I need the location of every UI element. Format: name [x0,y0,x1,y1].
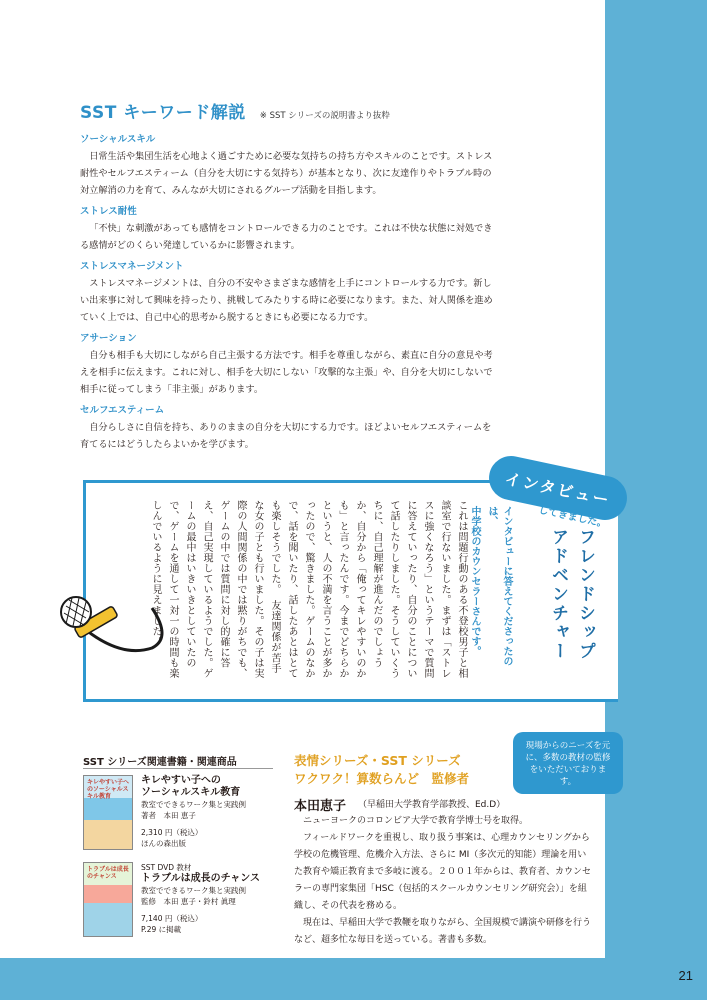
related-title: SST シリーズ関連書籍・関連商品 [83,757,237,768]
supervisor-series: 表情シリーズ・SST シリーズ [294,753,461,768]
book-subtitle: 教室でできるワーク集と実践例 [141,800,246,809]
interview-title-line2: アドベンチャー [548,528,568,661]
interview-badge-sub: してきました。 [537,504,608,531]
keyword-term: セルフエスティーム [80,405,165,416]
microphone-icon [52,588,172,658]
bio-paragraph: 現在は、早稲田大学で教鞭を取りながら、全国規模で講演や研修を行うなど、超多忙な毎日を送っている。著書も多数。 [294,918,592,945]
book-name-line2: ソーシャルスキル教育 [141,787,241,798]
keyword-term: ストレス耐性 [80,206,137,217]
book-item[interactable] [83,775,273,855]
keyword-term: アサーション [80,333,137,344]
keyword-note: ※ SST シリーズの説明書より抜粋 [259,111,390,121]
supervisor-affiliation: （早稲田大学教育学部教授、Ed.D） [358,800,506,810]
keyword-desc: 「不快」な刺激があっても感情をコントロールできる力のことです。これは不快な状態に対処できる感情がどのくらい発達しているかに影響されます。 [80,223,493,251]
book-cover-text: トラブルは成長のチャンス [87,866,129,880]
supervisor-bio [294,813,594,949]
book-publisher: P.29 に掲載 [141,925,182,934]
supervisor-heading [294,752,469,788]
book-name-line1: トラブルは成長のチャンス [141,873,260,884]
bottom-color-band [0,958,707,1000]
supervisor-role: ワクワク！算数らんど 監修者 [294,771,470,786]
keyword-list [80,132,500,458]
interview-intro-line2: 中学校のカウンセラーさんです。 [469,506,480,656]
keyword-desc: 自分らしさに自信を持ち、ありのままの自分を大切にする力です。ほどよいセルフエスティームを育てるにはどうしたらよいかを学びます。 [80,422,492,450]
supervisor-name: 本田恵子 [294,799,347,814]
book-subtitle: 教室でできるワーク集と実践例 [141,886,246,895]
interview-badge: インタビュー [485,452,631,524]
book-category: SST DVD 教材 [141,863,192,872]
keyword-desc: 日常生活や集団生活を心地よく過ごすために必要な気持ちの持ち方やスキルのことです。ストレス耐性やセルフエスティーム（自分を大切にする気持ち）が基本となり、次に友達作りやトラブル時の対立解消の力を育て、みんなが大切にされるグループ活動を目指します。 [80,151,493,196]
book-author: 著者 本田 恵子 [141,811,196,820]
book-cover [83,775,133,850]
book-meta [141,775,281,849]
keyword-desc: ストレスマネージメントは、自分の不安やさまざまな感情を上手にコントロールする力です。新しい出来事に対して興味を持ったり、挑戦してみたりする時に必要になります。また、対人関係を進めていく上では、自己中心的思考から脱するときにも必要になる力です。 [80,278,493,323]
book-publisher: ほんの森出版 [141,839,186,848]
book-item[interactable] [83,862,273,942]
keyword-header [80,98,390,123]
book-cover [83,862,133,937]
speech-bubble: 現場からのニーズを元に、多数の教材の監修をいただいております。 [513,732,623,794]
keyword-item [80,132,500,199]
keyword-item [80,259,500,326]
keyword-term: ソーシャルスキル [80,134,156,145]
bio-paragraph: ニューヨークのコロンビア大学で教育学博士号を取得。 [303,816,529,826]
keyword-item [80,204,500,254]
interview-body: これは問題行動のある不登校男子と相談室で行ないました。まずは「ストレスに強くなろう」というテーマで質問に答えていったり、自分のことについて話したりしました。そうしていくうちに、自己理解が進んだのでしょうか、自分から「俺ってキレやすいのかも」と言ったんです。今までどちらかというと、人の不満を言うことが多かったので、驚きました。ゲームのなかで、話を聞いたり、話したあとはとても楽しそうでした。 友達関係が苦手な女の子とも行いました。その子は実際の人間関係の中では黙りがちでも、ゲームの中では質問に対し的確に答え、自己実現しているようでした。ゲームの最中はいきいきとしていたので、ゲームを通して一対一の時間も楽しんでいるように見えました。 [150,500,467,679]
bio-paragraph: フィールドワークを重視し、取り扱う事案は、心理カウンセリングから学校の危機管理、危機介入方法、さらに MI（多次元的知能）理論を用いた教育や矯正教育まで多岐に渡る。２００１年からは、教育者、カウンセラーの専門家集団「HSC（包括的スクールカウンセリング研究会）」を組織し、その代表を務める。 [294,833,592,911]
book-name-line1: キレやすい子への [141,775,221,786]
keyword-term: ストレスマネージメント [80,261,184,272]
keyword-item [80,403,500,453]
page-number: 21 [678,968,693,983]
book-cover-text: キレやすい子へのソーシャルスキル教育 [87,779,129,800]
related-divider [83,768,273,769]
interview-title-line1: フレンドシップ [575,528,595,661]
keyword-desc: 自分も相手も大切にしながら自己主張する方法です。相手を尊重しながら、素直に自分の意見や考えを相手に伝えます。これに対し、相手を大切にしない「攻撃的な主張」や、自分を大切にしないで相手に従ってしまう「非主張」があります。 [80,350,493,395]
book-price: 7,140 円（税込） [141,914,203,923]
book-author: 監修 本田 恵子・鈴村 眞理 [141,897,236,906]
keyword-item [80,331,500,398]
book-meta [141,862,281,935]
book-price: 2,310 円（税込） [141,828,203,837]
interview-intro-line1: インタビューに答えてくださったのは、 [486,506,512,666]
keyword-title: SST キーワード解説 [80,103,246,123]
